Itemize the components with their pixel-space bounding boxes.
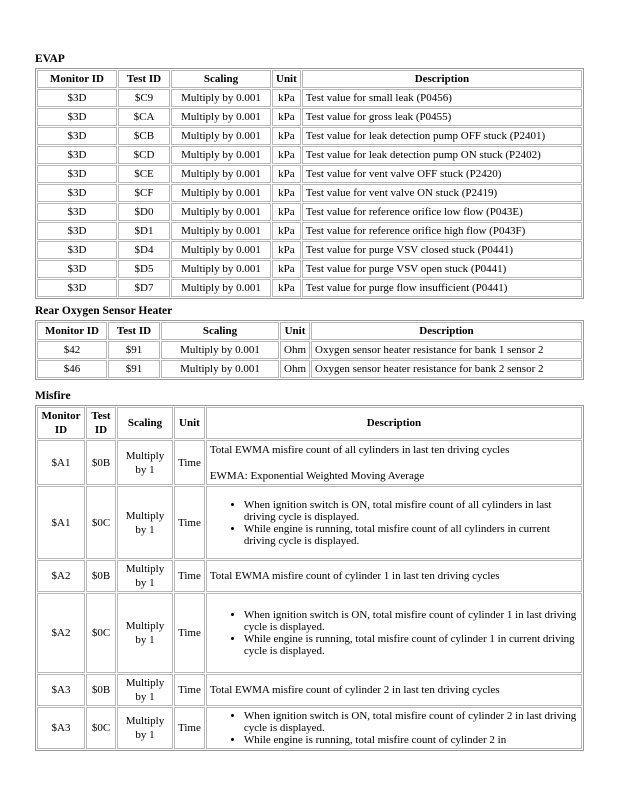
- description-cell: Test value for small leak (P0456): [302, 89, 582, 107]
- scaling-cell: Multiply by 0.001: [171, 241, 271, 259]
- monitor-id-cell: $A1: [37, 486, 85, 559]
- description-cell: Test value for purge flow insufficient (P0441): [302, 279, 582, 297]
- o2heater-title: Rear Oxygen Sensor Heater: [35, 305, 173, 317]
- col-scaling: Scaling: [117, 407, 173, 439]
- monitor-id-cell: $3D: [37, 241, 117, 259]
- test-id-cell: $D0: [118, 203, 170, 221]
- evap-section: [35, 52, 584, 299]
- unit-cell: Time: [174, 707, 205, 749]
- description-cell: [206, 486, 582, 559]
- unit-cell: Time: [174, 486, 205, 559]
- test-id-cell: $D4: [118, 241, 170, 259]
- monitor-id-cell: $3D: [37, 260, 117, 278]
- unit-cell: kPa: [272, 184, 301, 202]
- table-row: [37, 222, 582, 240]
- o2heater-header-row: [37, 322, 582, 340]
- list-item: • When ignition switch is ON, total misfire count of all cylinders in last driving cycle is displayed.: [244, 499, 578, 523]
- col-scaling: Scaling: [171, 70, 271, 88]
- description-cell: Test value for gross leak (P0455): [302, 108, 582, 126]
- description-cell: Test value for reference orifice low flow (P043E): [302, 203, 582, 221]
- description-cell: Oxygen sensor heater resistance for bank 2 sensor 2: [311, 360, 582, 378]
- scaling-cell: Multiply by 1: [117, 593, 173, 673]
- unit-cell: kPa: [272, 203, 301, 221]
- unit-cell: kPa: [272, 146, 301, 164]
- test-id-cell: $0B: [86, 440, 116, 485]
- evap-title: EVAP: [35, 53, 65, 65]
- monitor-id-cell: $3D: [37, 146, 117, 164]
- scaling-cell: Multiply by 0.001: [161, 360, 279, 378]
- description-note: EWMA: Exponential Weighted Moving Average: [209, 469, 425, 482]
- description-text: Total EWMA misfire count of all cylinders in last ten driving cycles: [209, 443, 510, 456]
- scaling-cell: Multiply by 0.001: [171, 184, 271, 202]
- col-unit: Unit: [272, 70, 301, 88]
- description-cell: [206, 674, 582, 706]
- test-id-cell: $91: [108, 360, 160, 378]
- test-id-cell: $D5: [118, 260, 170, 278]
- table-row: [37, 593, 582, 673]
- scaling-cell: Multiply by 1: [117, 707, 173, 749]
- test-id-cell: $0C: [86, 486, 116, 559]
- test-id-cell: $0B: [86, 560, 116, 592]
- scaling-cell: Multiply by 0.001: [171, 203, 271, 221]
- misfire-header-row: [37, 407, 582, 439]
- unit-cell: Ohm: [280, 341, 310, 359]
- col-monitor-id: Monitor ID: [37, 407, 85, 439]
- scaling-cell: Multiply by 1: [117, 440, 173, 485]
- monitor-id-cell: $3D: [37, 203, 117, 221]
- table-row: [37, 674, 582, 706]
- monitor-id-cell: $3D: [37, 279, 117, 297]
- unit-cell: Time: [174, 674, 205, 706]
- list-item: • When ignition switch is ON, total misfire count of cylinder 2 in last driving cycle is displayed.: [244, 710, 578, 734]
- o2heater-section: [35, 304, 584, 380]
- monitor-id-cell: $A2: [37, 593, 85, 673]
- test-id-cell: $CF: [118, 184, 170, 202]
- test-id-cell: $CB: [118, 127, 170, 145]
- test-id-cell: $CA: [118, 108, 170, 126]
- scaling-cell: Multiply by 0.001: [171, 127, 271, 145]
- test-id-cell: $D1: [118, 222, 170, 240]
- unit-cell: kPa: [272, 241, 301, 259]
- o2heater-table: [35, 320, 584, 380]
- unit-cell: Time: [174, 560, 205, 592]
- col-monitor-id: Monitor ID: [37, 70, 117, 88]
- description-cell: Test value for vent valve OFF stuck (P2420): [302, 165, 582, 183]
- col-description: Description: [311, 322, 582, 340]
- table-row: [37, 127, 582, 145]
- monitor-id-cell: $A2: [37, 560, 85, 592]
- monitor-id-cell: $42: [37, 341, 107, 359]
- test-id-cell: $91: [108, 341, 160, 359]
- unit-cell: kPa: [272, 127, 301, 145]
- bullet-list: [210, 609, 578, 657]
- test-id-cell: $CE: [118, 165, 170, 183]
- unit-cell: kPa: [272, 108, 301, 126]
- description-cell: Test value for leak detection pump OFF stuck (P2401): [302, 127, 582, 145]
- col-description: Description: [206, 407, 582, 439]
- unit-cell: kPa: [272, 222, 301, 240]
- scaling-cell: Multiply by 0.001: [171, 146, 271, 164]
- scaling-cell: Multiply by 1: [117, 674, 173, 706]
- monitor-id-cell: $A3: [37, 674, 85, 706]
- description-cell: [206, 440, 582, 485]
- table-row: [37, 260, 582, 278]
- description-cell: Test value for vent valve ON stuck (P2419): [302, 184, 582, 202]
- unit-cell: kPa: [272, 165, 301, 183]
- scaling-cell: Multiply by 0.001: [171, 260, 271, 278]
- col-monitor-id: Monitor ID: [37, 322, 107, 340]
- misfire-table: [35, 405, 584, 751]
- col-test-id: Test ID: [108, 322, 160, 340]
- list-item: • When ignition switch is ON, total misfire count of cylinder 1 in last driving cycle is displayed.: [244, 609, 578, 633]
- scaling-cell: Multiply by 0.001: [171, 279, 271, 297]
- bullet-list: [210, 499, 578, 547]
- list-item: • While engine is running, total misfire count of cylinder 2 in: [244, 734, 578, 746]
- bullet-list: [210, 710, 578, 746]
- col-description: Description: [302, 70, 582, 88]
- description-cell: [206, 560, 582, 592]
- monitor-id-cell: $46: [37, 360, 107, 378]
- monitor-id-cell: $A3: [37, 707, 85, 749]
- test-id-cell: $CD: [118, 146, 170, 164]
- description-cell: Oxygen sensor heater resistance for bank 1 sensor 2: [311, 341, 582, 359]
- description-cell: Test value for purge VSV open stuck (P0441): [302, 260, 582, 278]
- scaling-cell: Multiply by 0.001: [161, 341, 279, 359]
- table-row: [37, 360, 582, 378]
- col-test-id: Test ID: [86, 407, 116, 439]
- test-id-cell: $0C: [86, 707, 116, 749]
- table-row: [37, 279, 582, 297]
- table-row: [37, 184, 582, 202]
- scaling-cell: Multiply by 0.001: [171, 165, 271, 183]
- list-item: • While engine is running, total misfire count of cylinder 1 in current driving cycle is displayed.: [244, 633, 578, 657]
- misfire-title: Misfire: [35, 390, 71, 402]
- scaling-cell: Multiply by 1: [117, 486, 173, 559]
- unit-cell: Time: [174, 440, 205, 485]
- table-row: [37, 440, 582, 485]
- test-id-cell: $0C: [86, 593, 116, 673]
- description-cell: Test value for purge VSV closed stuck (P0441): [302, 241, 582, 259]
- col-unit: Unit: [174, 407, 205, 439]
- table-row: [37, 146, 582, 164]
- table-row: [37, 165, 582, 183]
- test-id-cell: $0B: [86, 674, 116, 706]
- description-cell: Test value for reference orifice high flow (P043F): [302, 222, 582, 240]
- table-row: [37, 486, 582, 559]
- scaling-cell: Multiply by 0.001: [171, 108, 271, 126]
- scaling-cell: Multiply by 1: [117, 560, 173, 592]
- evap-table: [35, 68, 584, 299]
- evap-header-row: [37, 70, 582, 88]
- unit-cell: kPa: [272, 279, 301, 297]
- unit-cell: Ohm: [280, 360, 310, 378]
- description-text: Total EWMA misfire count of cylinder 2 in last ten driving cycles: [209, 684, 500, 696]
- table-row: [37, 341, 582, 359]
- monitor-id-cell: $3D: [37, 108, 117, 126]
- list-item: • While engine is running, total misfire count of all cylinders in current driving cycle is displayed.: [244, 523, 578, 547]
- table-row: [37, 89, 582, 107]
- table-row: [37, 203, 582, 221]
- monitor-id-cell: $3D: [37, 184, 117, 202]
- description-cell: [206, 593, 582, 673]
- unit-cell: kPa: [272, 89, 301, 107]
- col-scaling: Scaling: [161, 322, 279, 340]
- misfire-section: [35, 389, 584, 751]
- description-cell: Test value for leak detection pump ON stuck (P2402): [302, 146, 582, 164]
- monitor-id-cell: $3D: [37, 127, 117, 145]
- description-cell: [206, 707, 582, 749]
- monitor-id-cell: $A1: [37, 440, 85, 485]
- monitor-id-cell: $3D: [37, 89, 117, 107]
- table-row: [37, 241, 582, 259]
- monitor-id-cell: $3D: [37, 165, 117, 183]
- unit-cell: Time: [174, 593, 205, 673]
- description-text: Total EWMA misfire count of cylinder 1 in last ten driving cycles: [209, 570, 500, 582]
- monitor-id-cell: $3D: [37, 222, 117, 240]
- col-test-id: Test ID: [118, 70, 170, 88]
- col-unit: Unit: [280, 322, 310, 340]
- unit-cell: kPa: [272, 260, 301, 278]
- test-id-cell: $D7: [118, 279, 170, 297]
- table-row: [37, 560, 582, 592]
- table-row: [37, 108, 582, 126]
- scaling-cell: Multiply by 0.001: [171, 89, 271, 107]
- scaling-cell: Multiply by 0.001: [171, 222, 271, 240]
- test-id-cell: $C9: [118, 89, 170, 107]
- table-row: [37, 707, 582, 749]
